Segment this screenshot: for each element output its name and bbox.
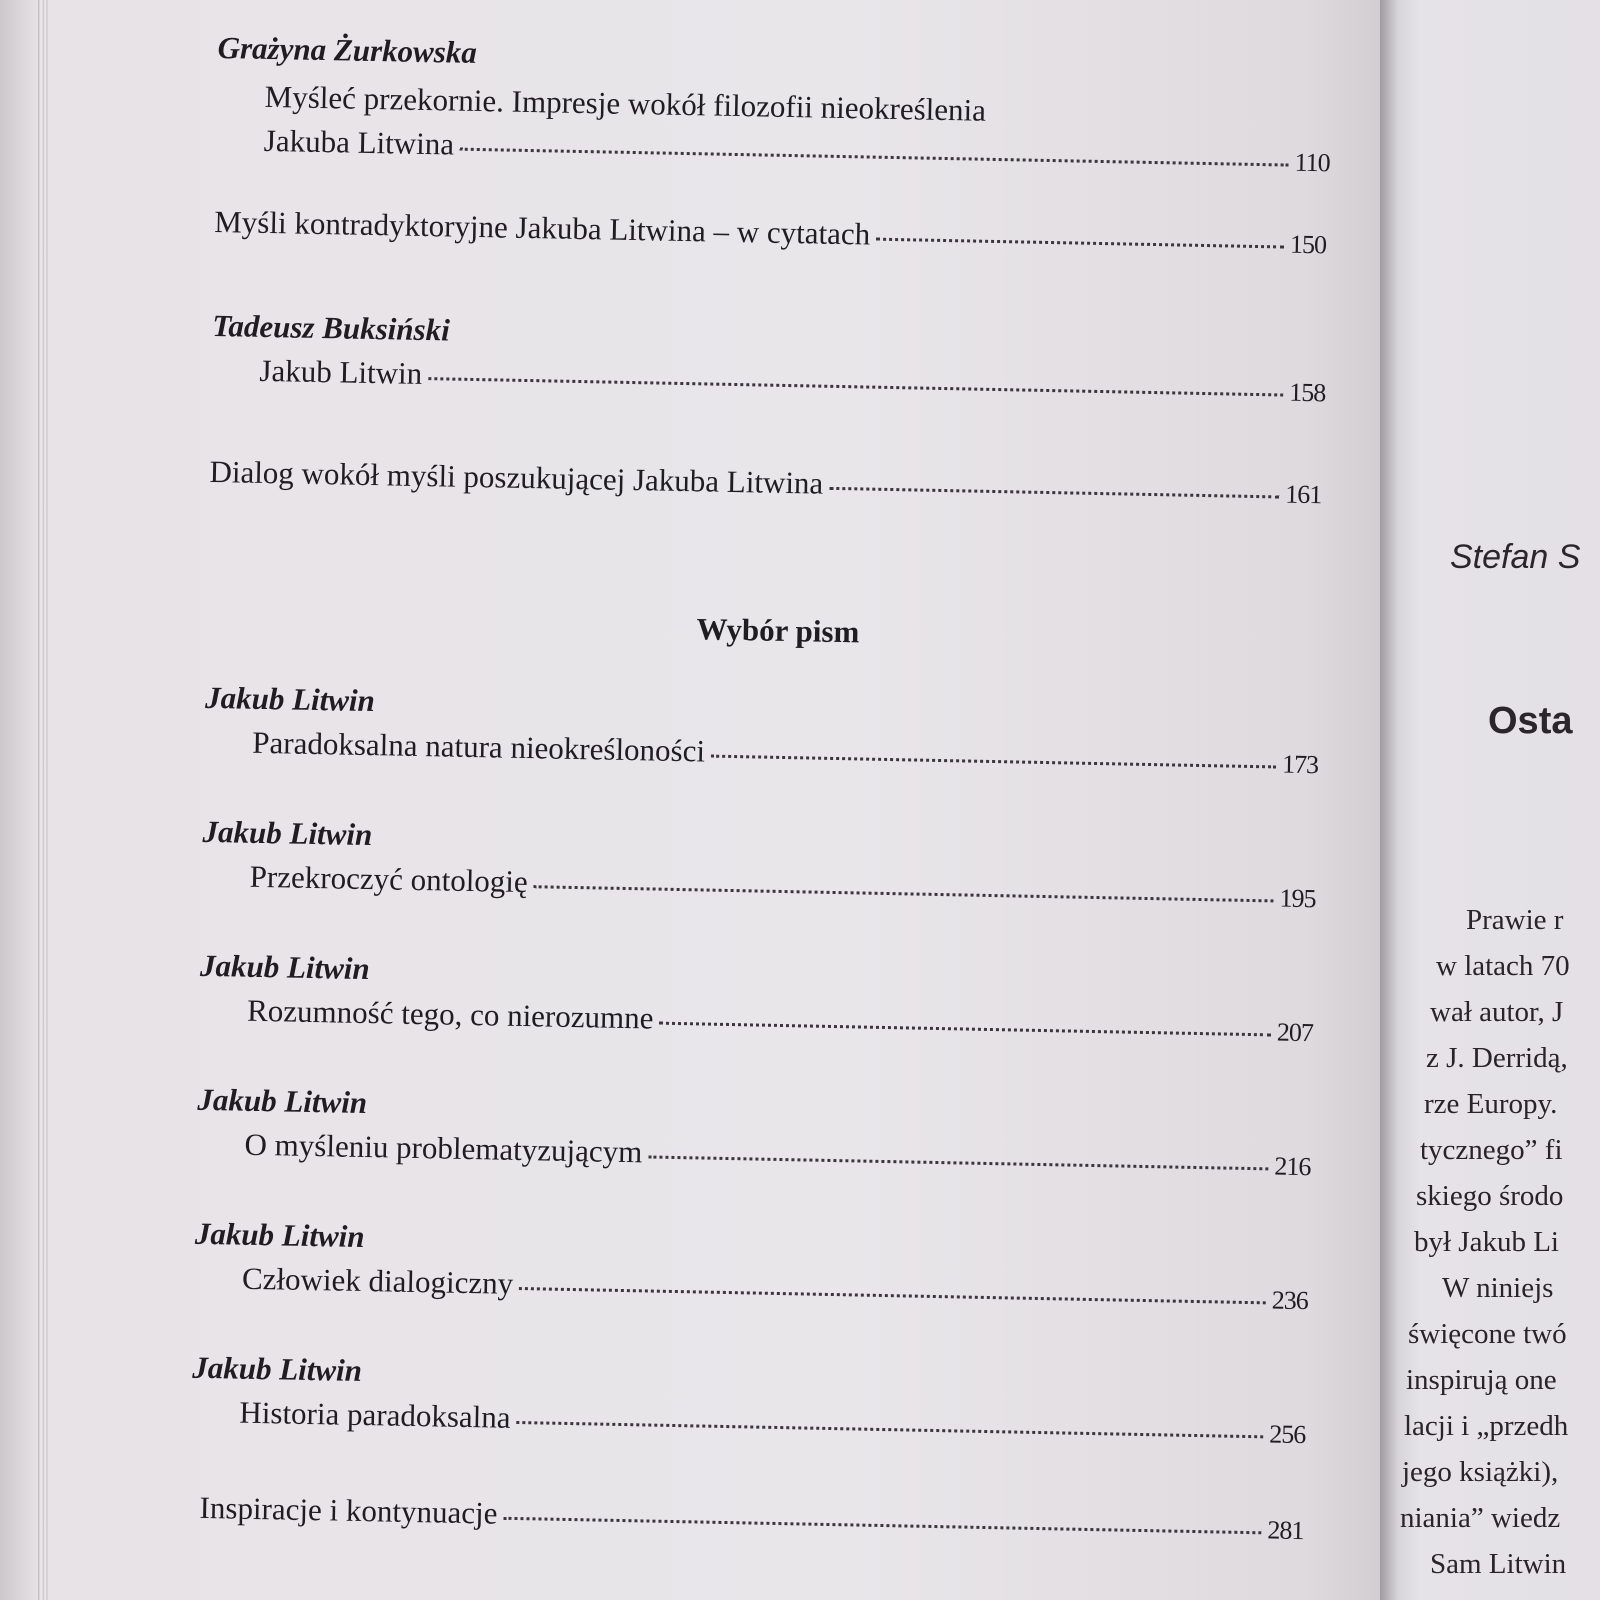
body-line: W niniejs	[1442, 1272, 1554, 1304]
toc-page-number: 207	[1276, 1017, 1314, 1048]
toc-leader-dots	[659, 1016, 1271, 1037]
toc-title: Paradoksalna natura nieokreśloności	[251, 724, 706, 769]
toc-author: Jakub Litwin	[199, 947, 371, 987]
toc-title: Historia paradoksalna	[239, 1394, 511, 1435]
toc-leader-dots	[876, 232, 1284, 249]
body-line: Prawie r	[1466, 904, 1564, 936]
toc-title-line	[244, 1127, 1310, 1183]
article-title: Osta	[1488, 700, 1573, 742]
toc-author: Jakub Litwin	[202, 813, 373, 853]
toc-page-number: 281	[1267, 1515, 1304, 1546]
body-line: lacji i „przedh	[1404, 1410, 1569, 1442]
toc-leader-dots	[519, 1281, 1266, 1304]
toc-author: Jakub Litwin	[191, 1349, 363, 1389]
toc-author: Grażyna Żurkowska	[217, 30, 478, 70]
page-edge	[38, 0, 44, 1600]
body-line: z J. Derridą,	[1426, 1042, 1568, 1074]
toc-page-number: 173	[1281, 749, 1319, 780]
toc-page-number: 195	[1279, 883, 1316, 914]
toc-title: O myśleniu problematyzującym	[244, 1126, 643, 1170]
table-of-contents	[191, 30, 1358, 1546]
toc-leader-dots	[829, 481, 1279, 499]
body-line: tycznego” fi	[1420, 1134, 1563, 1166]
toc-author: Tadeusz Buksiński	[211, 307, 451, 348]
toc-title-line	[239, 1395, 1305, 1451]
toc-title-line	[242, 1261, 1308, 1317]
toc-leader-dots	[711, 749, 1276, 769]
body-line: w latach 70	[1436, 950, 1570, 982]
toc-leader-dots	[516, 1415, 1263, 1438]
toc-title: Jakuba Litwina	[263, 122, 455, 162]
body-line: święcone twó	[1408, 1318, 1567, 1350]
body-line: wał autor, J	[1430, 996, 1564, 1028]
body-line: niania” wiedz	[1400, 1502, 1561, 1534]
toc-page-number: 110	[1294, 147, 1330, 178]
body-line: jego książki),	[1402, 1456, 1559, 1488]
toc-title: Człowiek dialogiczny	[241, 1260, 514, 1301]
toc-title-line	[209, 454, 1321, 511]
toc-leader-dots	[428, 371, 1283, 396]
toc-page-number: 158	[1288, 377, 1326, 408]
toc-title-line	[199, 1490, 1303, 1547]
toc-title: Myśleć przekornie. Impresje wokół filozofii nieokreślenia	[264, 78, 987, 128]
toc-page-number: 216	[1274, 1151, 1311, 1182]
toc-title: Inspiracje i kontynuacje	[199, 1489, 498, 1531]
toc-leader-dots	[503, 1511, 1261, 1535]
body-line: był Jakub Li	[1414, 1226, 1559, 1258]
toc-title: Jakub Litwin	[259, 352, 423, 391]
right-page	[1380, 0, 1600, 1600]
toc-title-line	[247, 993, 1313, 1049]
page-edge-line	[46, 0, 48, 1600]
toc-page-number: 236	[1271, 1285, 1309, 1316]
toc-author: Jakub Litwin	[194, 1215, 365, 1255]
body-line: skiego środo	[1416, 1180, 1564, 1212]
body-line: rze Europy.	[1424, 1088, 1558, 1120]
toc-leader-dots	[534, 879, 1274, 902]
toc-title: Myśli kontradyktoryjne Jakuba Litwina – w cytatach	[213, 203, 871, 252]
toc-page-number: 256	[1268, 1419, 1306, 1450]
toc-title-line	[252, 725, 1318, 781]
toc-title-line	[249, 859, 1315, 915]
toc-leader-dots	[460, 142, 1289, 167]
toc-title: Przekroczyć ontologię	[249, 858, 529, 900]
body-line: inspirują one	[1406, 1364, 1557, 1396]
toc-title: Rozumność tego, co nierozumne	[246, 992, 654, 1036]
toc-title-line	[214, 204, 1326, 261]
section-heading: Wybór pism	[696, 611, 860, 650]
toc-page-number: 161	[1285, 479, 1322, 510]
toc-author: Jakub Litwin	[197, 1081, 368, 1121]
toc-title-line	[259, 353, 1325, 409]
toc-title: Dialog wokół myśli poszukującej Jakuba Litwina	[209, 453, 824, 501]
toc-leader-dots	[648, 1149, 1268, 1170]
article-author: Stefan S	[1450, 538, 1581, 576]
body-line: Sam Litwin	[1430, 1548, 1567, 1580]
toc-page-number: 150	[1289, 229, 1327, 260]
toc-author: Jakub Litwin	[204, 679, 376, 719]
